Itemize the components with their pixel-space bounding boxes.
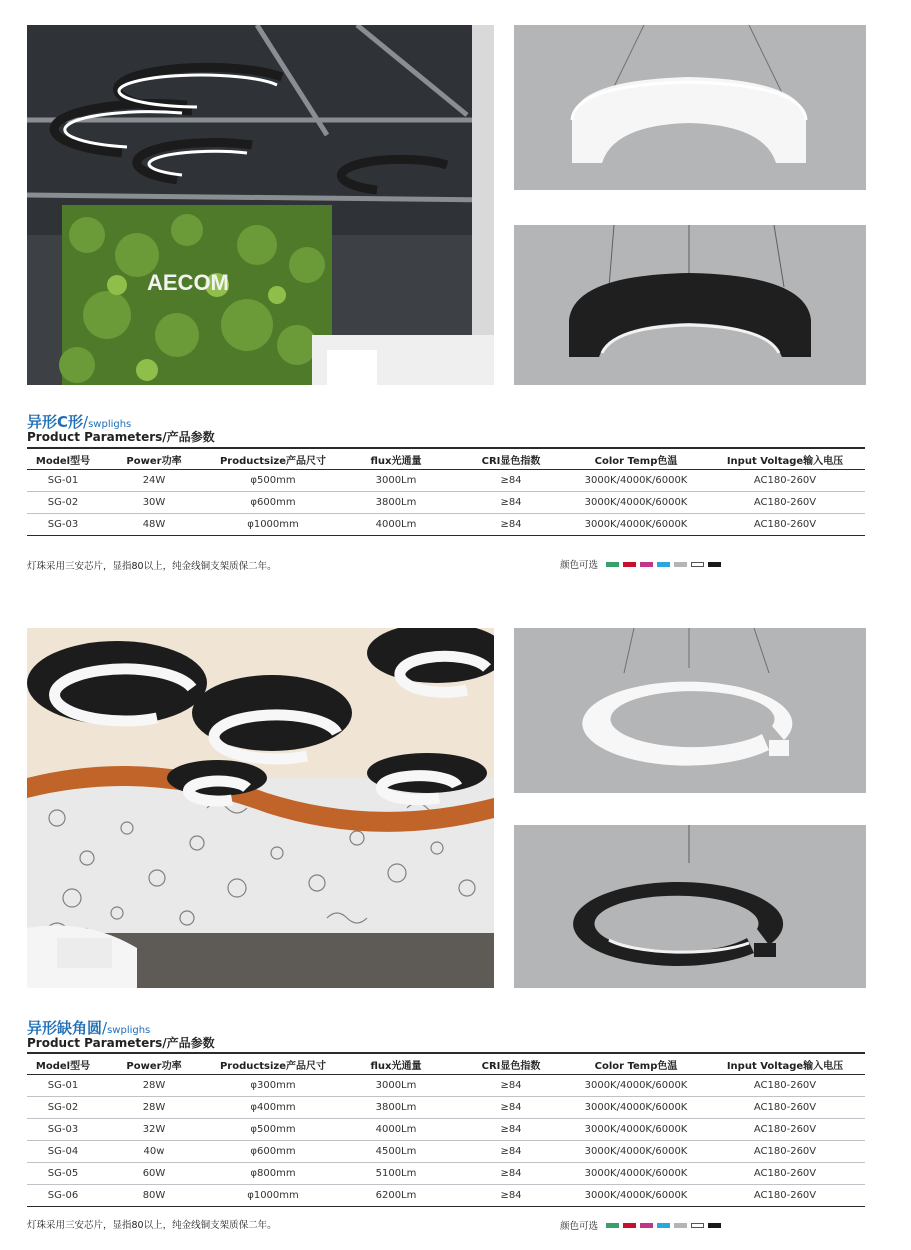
table-cell: SG-06 xyxy=(27,1185,99,1207)
section2-warranty-note: 灯珠采用三安芯片，显指80以上，纯金线铜支架质保二年。 xyxy=(27,1220,277,1231)
table-row xyxy=(27,470,865,492)
table-row xyxy=(27,1185,865,1207)
table-cell: φ400mm xyxy=(209,1097,337,1119)
column-header: Power功率 xyxy=(99,1053,209,1075)
table-header-row xyxy=(27,1053,865,1075)
column-header: Color Temp色温 xyxy=(567,1053,705,1075)
table-cell: 4000Lm xyxy=(337,514,455,536)
section2-title-slash: / xyxy=(102,1019,108,1037)
column-header: Power功率 xyxy=(99,448,209,470)
table-row xyxy=(27,514,865,536)
c-shape-white-pendant-photo xyxy=(514,25,866,190)
column-header: Model型号 xyxy=(27,1053,99,1075)
column-header: Color Temp色温 xyxy=(567,448,705,470)
section2-subtitle: Product Parameters/产品参数 xyxy=(27,1036,215,1050)
table-cell: 5100Lm xyxy=(337,1163,455,1185)
color-swatch-red xyxy=(623,1223,636,1228)
table-row xyxy=(27,1119,865,1141)
table-cell: SG-01 xyxy=(27,470,99,492)
section1-subtitle: Product Parameters/产品参数 xyxy=(27,430,215,444)
table-cell: AC180-260V xyxy=(705,1163,865,1185)
table-cell: 3000K/4000K/6000K xyxy=(567,470,705,492)
color-swatch-green xyxy=(606,562,619,567)
table-cell: ≥84 xyxy=(455,1141,567,1163)
table-cell: AC180-260V xyxy=(705,492,865,514)
notched-ring-white-pendant-photo xyxy=(514,628,866,793)
table-cell: SG-04 xyxy=(27,1141,99,1163)
table-cell: 3000K/4000K/6000K xyxy=(567,1075,705,1097)
column-header: Productsize产品尺寸 xyxy=(209,448,337,470)
color-swatch-gray xyxy=(674,1223,687,1228)
table-cell: φ500mm xyxy=(209,470,337,492)
table-cell: 60W xyxy=(99,1163,209,1185)
table-cell: AC180-260V xyxy=(705,1185,865,1207)
column-header: Input Voltage输入电压 xyxy=(705,1053,865,1075)
table-cell: SG-03 xyxy=(27,514,99,536)
table-cell: AC180-260V xyxy=(705,1097,865,1119)
table-cell: SG-05 xyxy=(27,1163,99,1185)
section2-title-zh: 异形缺角圆 xyxy=(27,1019,103,1037)
table-cell: ≥84 xyxy=(455,1163,567,1185)
section1-spec-table xyxy=(27,447,865,536)
table-row xyxy=(27,1163,865,1185)
section2-color-options xyxy=(560,1218,725,1232)
table-cell: 3000Lm xyxy=(337,470,455,492)
table-cell: 80W xyxy=(99,1185,209,1207)
table-header-row xyxy=(27,448,865,470)
office-sign-text: AECOM xyxy=(147,270,229,295)
color-swatch-magenta xyxy=(640,1223,653,1228)
table-cell: φ300mm xyxy=(209,1075,337,1097)
color-swatch-blue xyxy=(657,562,670,567)
table-cell: φ600mm xyxy=(209,492,337,514)
table-cell: 4500Lm xyxy=(337,1141,455,1163)
section1-color-options xyxy=(560,557,725,571)
color-options-label: 颜色可选 xyxy=(560,560,599,571)
color-swatch-red xyxy=(623,562,636,567)
table-cell: 3000K/4000K/6000K xyxy=(567,492,705,514)
table-cell: ≥84 xyxy=(455,470,567,492)
table-cell: 6200Lm xyxy=(337,1185,455,1207)
color-options-label: 颜色可选 xyxy=(560,1221,599,1232)
table-cell: 3000K/4000K/6000K xyxy=(567,514,705,536)
column-header: Model型号 xyxy=(27,448,99,470)
table-cell: 24W xyxy=(99,470,209,492)
table-cell: 3000K/4000K/6000K xyxy=(567,1141,705,1163)
table-cell: 3000Lm xyxy=(337,1075,455,1097)
color-swatch-white xyxy=(691,562,704,567)
table-cell: 30W xyxy=(99,492,209,514)
table-cell: 3000K/4000K/6000K xyxy=(567,1119,705,1141)
table-cell: 3000K/4000K/6000K xyxy=(567,1185,705,1207)
table-row xyxy=(27,1097,865,1119)
table-row xyxy=(27,1075,865,1097)
column-header: CRI显色指数 xyxy=(455,448,567,470)
table-cell: AC180-260V xyxy=(705,470,865,492)
table-cell: ≥84 xyxy=(455,1185,567,1207)
color-swatch-blue xyxy=(657,1223,670,1228)
table-cell: φ1000mm xyxy=(209,514,337,536)
table-cell: 32W xyxy=(99,1119,209,1141)
table-row xyxy=(27,1141,865,1163)
table-cell: 28W xyxy=(99,1075,209,1097)
column-header: flux光通量 xyxy=(337,1053,455,1075)
color-swatch-gray xyxy=(674,562,687,567)
table-cell: ≥84 xyxy=(455,514,567,536)
table-cell: 3000K/4000K/6000K xyxy=(567,1163,705,1185)
table-cell: 3800Lm xyxy=(337,492,455,514)
table-cell: 4000Lm xyxy=(337,1119,455,1141)
table-cell: 48W xyxy=(99,514,209,536)
table-cell: ≥84 xyxy=(455,492,567,514)
lobby-installation-photo xyxy=(27,628,494,988)
color-swatch-black xyxy=(708,1223,721,1228)
table-cell: ≥84 xyxy=(455,1075,567,1097)
table-cell: 3800Lm xyxy=(337,1097,455,1119)
section2-title-en: swplighs xyxy=(107,1025,151,1036)
column-header: CRI显色指数 xyxy=(455,1053,567,1075)
color-swatch-black xyxy=(708,562,721,567)
table-cell: φ600mm xyxy=(209,1141,337,1163)
table-cell: ≥84 xyxy=(455,1119,567,1141)
table-cell: 28W xyxy=(99,1097,209,1119)
section1-title-zh: 异形C形 xyxy=(27,413,84,431)
color-swatch-white xyxy=(691,1223,704,1228)
office-installation-photo xyxy=(27,25,494,385)
table-cell: φ1000mm xyxy=(209,1185,337,1207)
color-swatch-green xyxy=(606,1223,619,1228)
section1-title-slash: / xyxy=(83,413,89,431)
table-cell: ≥84 xyxy=(455,1097,567,1119)
table-cell: φ500mm xyxy=(209,1119,337,1141)
table-cell: SG-02 xyxy=(27,492,99,514)
table-cell: AC180-260V xyxy=(705,1141,865,1163)
table-cell: AC180-260V xyxy=(705,1119,865,1141)
table-cell: AC180-260V xyxy=(705,514,865,536)
table-cell: SG-03 xyxy=(27,1119,99,1141)
table-cell: 40w xyxy=(99,1141,209,1163)
table-cell: φ800mm xyxy=(209,1163,337,1185)
c-shape-black-pendant-photo xyxy=(514,225,866,385)
notched-ring-black-pendant-photo xyxy=(514,825,866,988)
column-header: flux光通量 xyxy=(337,448,455,470)
table-cell: SG-02 xyxy=(27,1097,99,1119)
color-swatch-magenta xyxy=(640,562,653,567)
table-row xyxy=(27,492,865,514)
column-header: Productsize产品尺寸 xyxy=(209,1053,337,1075)
table-cell: SG-01 xyxy=(27,1075,99,1097)
section2-spec-table xyxy=(27,1052,865,1207)
table-cell: 3000K/4000K/6000K xyxy=(567,1097,705,1119)
table-cell: AC180-260V xyxy=(705,1075,865,1097)
section1-warranty-note: 灯珠采用三安芯片，显指80以上，纯金线铜支架质保二年。 xyxy=(27,561,277,572)
section1-title-en: swplighs xyxy=(88,419,132,430)
column-header: Input Voltage输入电压 xyxy=(705,448,865,470)
